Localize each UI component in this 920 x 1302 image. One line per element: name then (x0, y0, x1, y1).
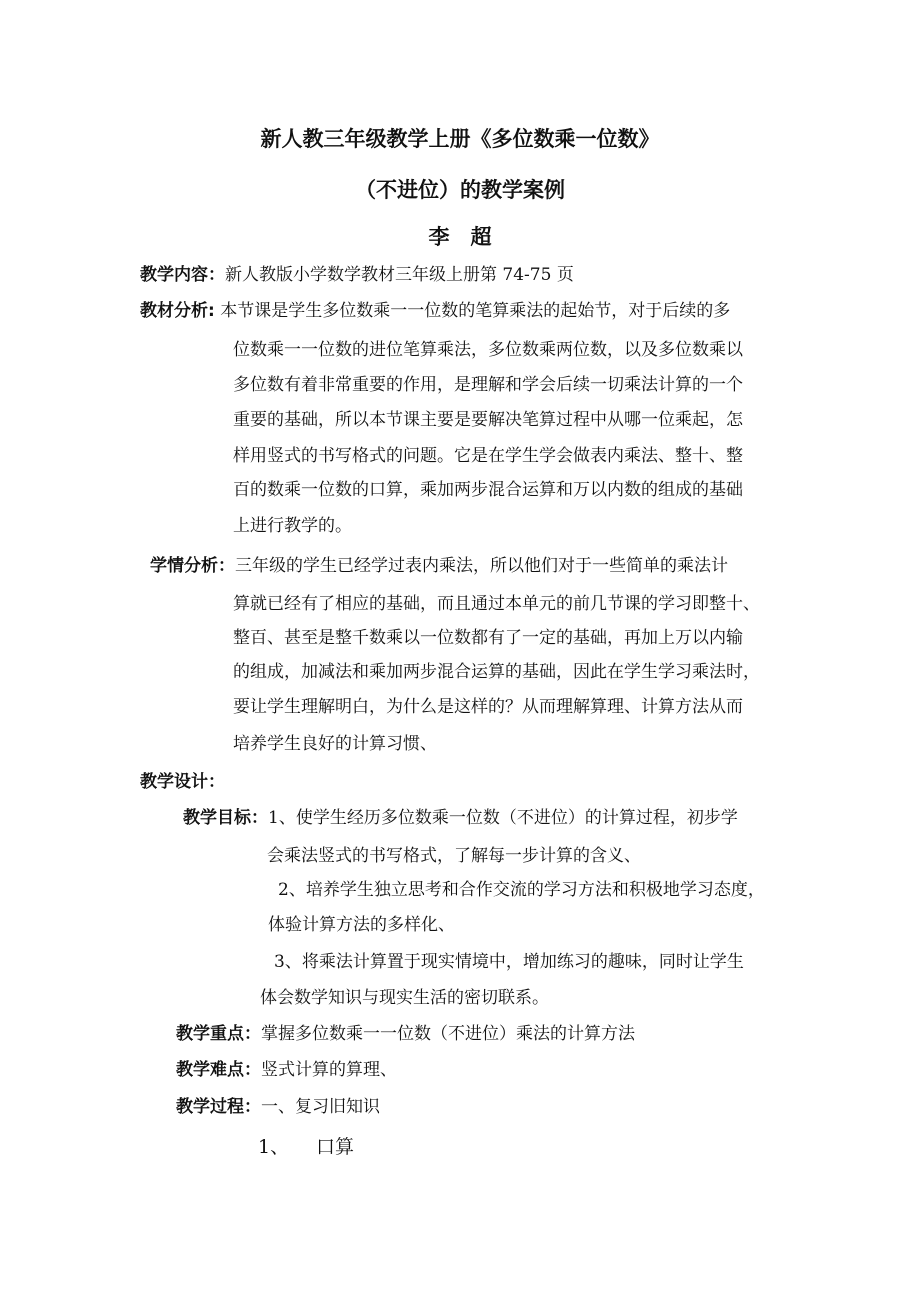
document-title-line2: （不进位）的教学案例 (355, 178, 565, 202)
goal-line: 2、培养学生独立思考和合作交流的学习方法和积极地学习态度， (278, 880, 765, 900)
students-line: 的组成，加减法和乘加两步混合运算的基础，因此在学生学习乘法时， (233, 662, 760, 682)
process-row (176, 1097, 380, 1117)
process-text: 一、复习旧知识 (261, 1097, 380, 1117)
design-heading (140, 772, 225, 792)
students-row (150, 556, 728, 576)
oral-item-number: 1、 (258, 1136, 290, 1158)
students-line: 要让学生理解明白，为什么是这样的？从而理解算理、计算方法从而 (233, 697, 743, 717)
content-row (140, 265, 574, 285)
material-line: 本节课是学生多位数乘一一位数的笔算乘法的起始节，对于后续的多 (220, 301, 731, 321)
students-label: 学情分析： (150, 556, 235, 576)
material-row (140, 301, 730, 321)
students-line: 算就已经有了相应的基础，而且通过本单元的前几节课的学习即整十、 (233, 594, 760, 614)
material-line: 样用竖式的书写格式的问题。它是在学生学会做表内乘法、整十、整 (233, 446, 743, 466)
material-line: 重要的基础，所以本节课主要是要解决笔算过程中从哪一位乘起，怎 (233, 410, 743, 430)
document-title-line1: 新人教三年级教学上册《多位数乘一位数》 (260, 127, 660, 151)
key-point-row (176, 1024, 635, 1044)
material-line: 百的数乘一位数的口算，乘加两步混合运算和万以内数的组成的基础 (233, 480, 743, 500)
oral-item-text: 口算 (316, 1136, 355, 1158)
students-line: 整百、甚至是整千数乘以一位数都有了一定的基础，再加上万以内输 (233, 628, 743, 648)
goal-line: 3、将乘法计算置于现实情境中，增加练习的趣味，同时让学生 (274, 952, 744, 972)
material-line: 上进行教学的。 (233, 516, 352, 536)
goal-line: 体验计算方法的多样化、 (268, 915, 455, 935)
material-line: 位数乘一一位数的进位笔算乘法，多位数乘两位数，以及多位数乘以 (233, 340, 743, 360)
students-line: 培养学生良好的计算习惯、 (233, 734, 437, 754)
goal-line: 会乘法竖式的书写格式，了解每一步计算的含义、 (267, 846, 641, 866)
process-label: 教学过程： (176, 1097, 261, 1117)
content-text: 新人教版小学数学教材三年级上册第 74-75 页 (225, 265, 574, 285)
author-name: 李 超 (428, 225, 492, 249)
goal-line: 1、使学生经历多位数乘一位数（不进位）的计算过程，初步学 (268, 808, 738, 828)
key-point-label: 教学重点： (176, 1024, 261, 1044)
students-line: 三年级的学生已经学过表内乘法，所以他们对于一些简单的乘法计 (235, 556, 728, 576)
difficulty-label: 教学难点： (176, 1060, 261, 1080)
content-label: 教学内容： (140, 265, 225, 285)
key-point-text: 掌握多位数乘一一位数（不进位）乘法的计算方法 (261, 1024, 635, 1044)
material-label: 教材分析: (140, 301, 215, 321)
goals-label: 教学目标： (183, 808, 268, 828)
goal-line: 体会数学知识与现实生活的密切联系。 (260, 988, 549, 1008)
design-label: 教学设计： (140, 772, 225, 792)
material-line: 多位数有着非常重要的作用，是理解和学会后续一切乘法计算的一个 (233, 375, 743, 395)
difficulty-text: 竖式计算的算理、 (261, 1060, 397, 1080)
difficulty-row (176, 1060, 397, 1080)
goals-row (183, 808, 738, 828)
